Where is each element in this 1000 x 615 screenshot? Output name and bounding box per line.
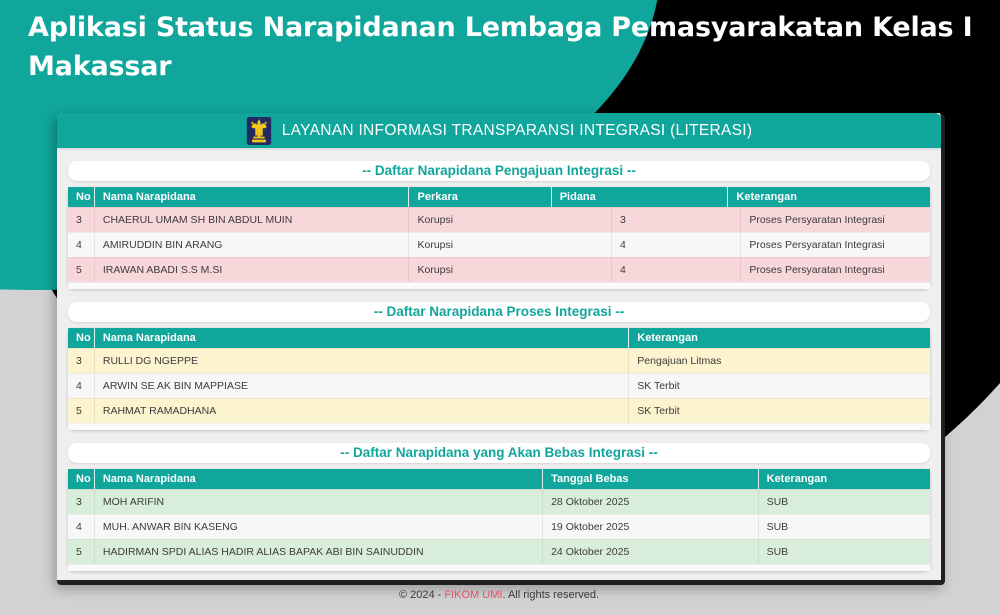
table-cell: Proses Persyaratan Integrasi xyxy=(740,208,930,232)
section-akan-bebas-integrasi xyxy=(68,443,930,571)
table-cell: Pengajuan Litmas xyxy=(628,349,930,373)
table-header-row xyxy=(68,469,930,489)
table-cell: Korupsi xyxy=(408,233,611,257)
panel-header xyxy=(57,113,941,148)
table-cell: 4 xyxy=(76,521,82,533)
column-header: Nama Narapidana xyxy=(94,469,542,489)
section-title-akan-bebas-integrasi: -- Daftar Narapidana yang Akan Bebas Integrasi -- xyxy=(68,443,930,463)
panel-body xyxy=(57,148,941,608)
table-cell: 24 Oktober 2025 xyxy=(542,540,758,564)
table-pengajuan-integrasi xyxy=(68,187,930,289)
kemenkumham-logo-icon xyxy=(246,117,272,145)
table-cell: SK Terbit xyxy=(628,374,930,398)
table-header-row xyxy=(68,328,930,348)
table-cell: Korupsi xyxy=(408,208,611,232)
table-next-row-sliver xyxy=(68,423,930,430)
table-row xyxy=(68,398,930,423)
section-title-proses-integrasi: -- Daftar Narapidana Proses Integrasi -- xyxy=(68,302,930,322)
column-header: Nama Narapidana xyxy=(94,328,628,348)
footer-rights: . All rights reserved. xyxy=(502,589,600,601)
column-header: Pidana xyxy=(551,187,728,207)
column-header: Tanggal Bebas xyxy=(542,469,758,489)
panel-header-title: LAYANAN INFORMASI TRANSPARANSI INTEGRASI (LITERASI) xyxy=(281,121,753,139)
page-title xyxy=(28,8,988,86)
table-cell: 19 Oktober 2025 xyxy=(542,515,758,539)
table-cell: SUB xyxy=(758,515,930,539)
table-cell: SUB xyxy=(758,540,930,564)
table-cell: 3 xyxy=(76,496,82,508)
table-cell: 4 xyxy=(611,233,740,257)
table-cell: 3 xyxy=(611,208,740,232)
table-next-row-sliver xyxy=(68,282,930,289)
column-header: No xyxy=(76,473,91,485)
sections xyxy=(68,161,930,584)
table-cell: 28 Oktober 2025 xyxy=(542,490,758,514)
table-cell: Korupsi xyxy=(408,258,611,282)
table-row xyxy=(68,232,930,257)
table-row xyxy=(68,489,930,514)
table-cell: RULLI DG NGEPPE xyxy=(94,349,628,373)
main-panel xyxy=(57,113,945,601)
table-akan-bebas-integrasi xyxy=(68,469,930,571)
table-cell: IRAWAN ABADI S.S M.SI xyxy=(94,258,409,282)
panel-footer xyxy=(68,584,930,608)
section-proses-integrasi xyxy=(68,302,930,430)
column-header: No xyxy=(76,332,91,344)
table-proses-integrasi xyxy=(68,328,930,430)
table-cell: SUB xyxy=(758,490,930,514)
table-cell: Proses Persyaratan Integrasi xyxy=(740,258,930,282)
table-cell: 3 xyxy=(76,355,82,367)
table-cell: 5 xyxy=(76,546,82,558)
table-cell: 4 xyxy=(611,258,740,282)
table-cell: 4 xyxy=(76,239,82,251)
table-cell: 4 xyxy=(76,380,82,392)
table-row xyxy=(68,257,930,282)
column-header: No xyxy=(76,191,91,203)
table-cell: HADIRMAN SPDI ALIAS HADIR ALIAS BAPAK ABI BIN SAINUDDIN xyxy=(94,540,542,564)
footer-link-fikom-umi[interactable]: FIKOM UMI xyxy=(444,589,503,601)
section-title-pengajuan-integrasi: -- Daftar Narapidana Pengajuan Integrasi -- xyxy=(68,161,930,181)
table-cell: ARWIN SE AK BIN MAPPIASE xyxy=(94,374,628,398)
table-row xyxy=(68,514,930,539)
table-cell: Proses Persyaratan Integrasi xyxy=(740,233,930,257)
footer-copyright: © 2024 - xyxy=(398,589,445,601)
table-cell: AMIRUDDIN BIN ARANG xyxy=(94,233,409,257)
page-title-line1: Aplikasi Status Narapidanan Lembaga Pemasyarakatan Kelas I xyxy=(28,12,973,43)
table-cell: RAHMAT RAMADHANA xyxy=(94,399,628,423)
column-header: Keterangan xyxy=(727,187,930,207)
column-header: Nama Narapidana xyxy=(94,187,409,207)
column-header: Perkara xyxy=(408,187,550,207)
table-cell: MUH. ANWAR BIN KASENG xyxy=(94,515,542,539)
table-cell: 5 xyxy=(76,264,82,276)
page-title-line2: Makassar xyxy=(28,51,172,82)
table-row xyxy=(68,207,930,232)
table-cell: CHAERUL UMAM SH BIN ABDUL MUIN xyxy=(94,208,409,232)
section-pengajuan-integrasi xyxy=(68,161,930,289)
table-header-row xyxy=(68,187,930,207)
table-cell: SK Terbit xyxy=(628,399,930,423)
table-cell: MOH ARIFIN xyxy=(94,490,542,514)
table-row xyxy=(68,373,930,398)
column-header: Keterangan xyxy=(758,469,930,489)
table-row xyxy=(68,539,930,564)
table-cell: 3 xyxy=(76,214,82,226)
column-header: Keterangan xyxy=(628,328,930,348)
table-cell: 5 xyxy=(76,405,82,417)
table-next-row-sliver xyxy=(68,564,930,571)
table-row xyxy=(68,348,930,373)
